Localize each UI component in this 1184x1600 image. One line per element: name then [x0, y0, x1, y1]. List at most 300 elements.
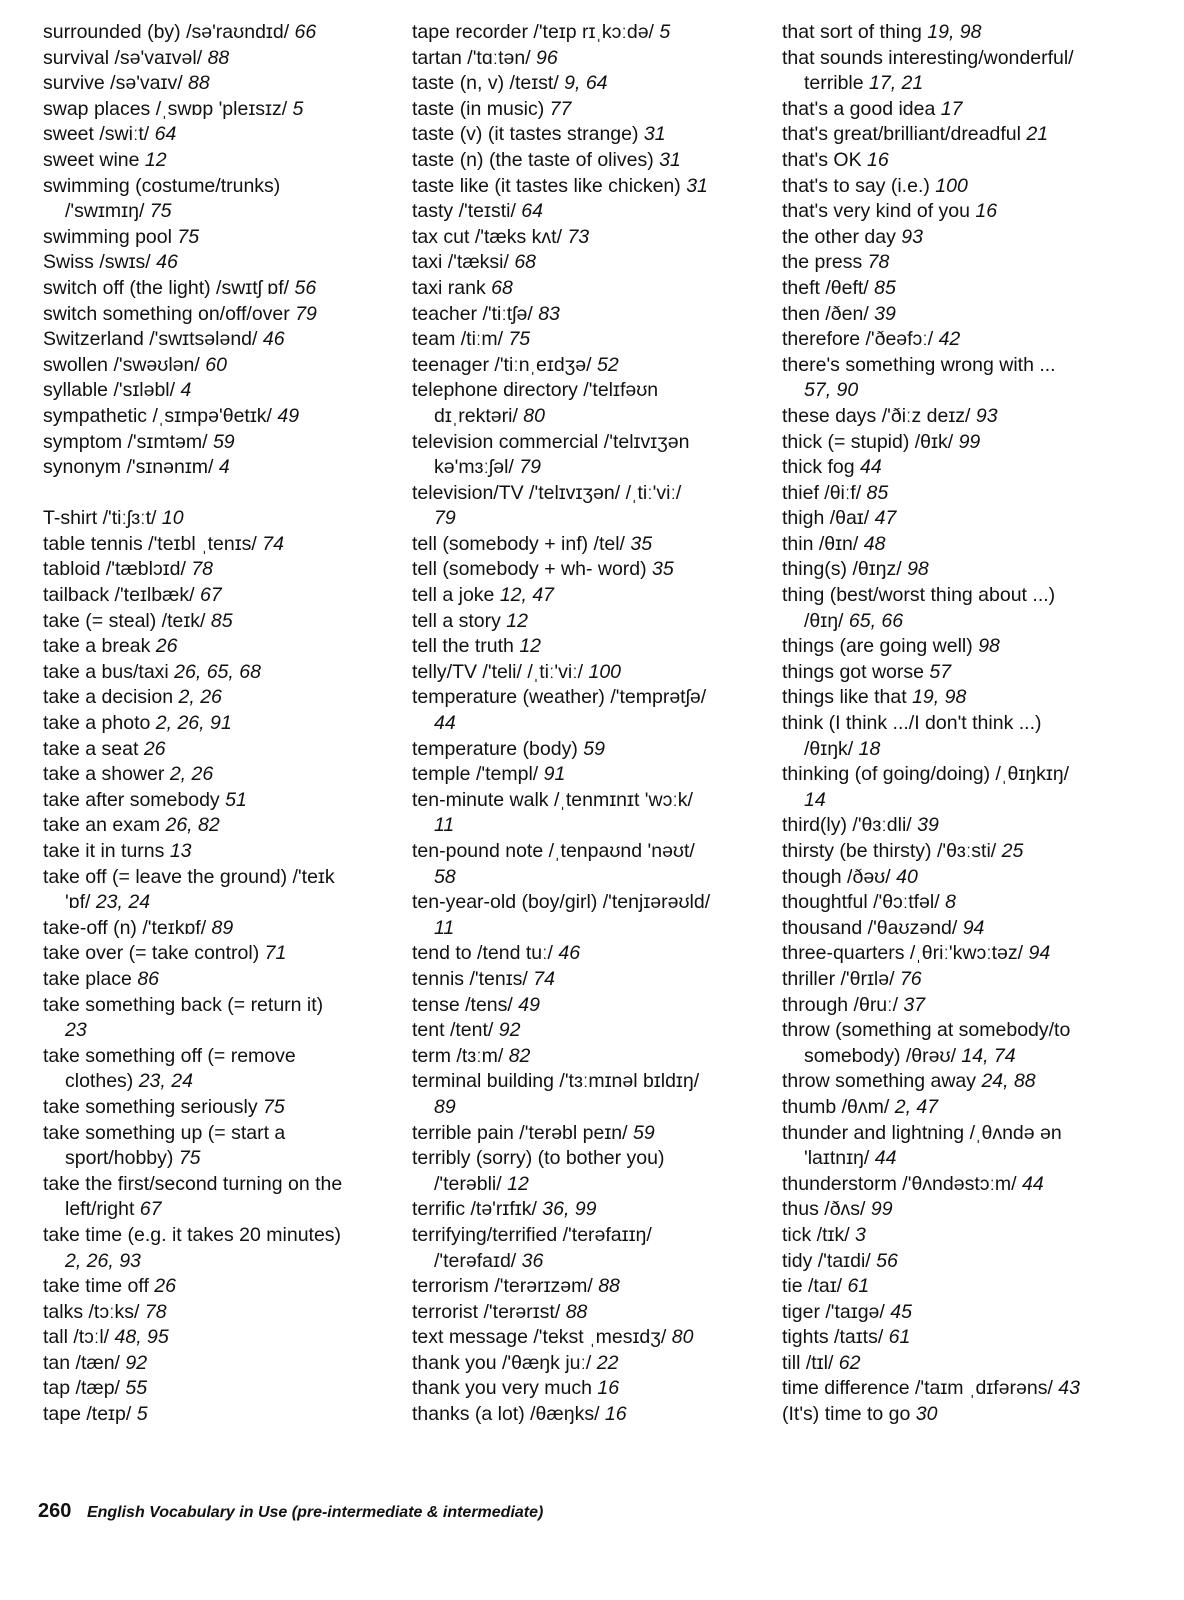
- index-entry: [782, 532, 1080, 558]
- entry-term: tartan /'tɑːtən/: [412, 46, 537, 69]
- entry-term: thanks (a lot) /θæŋks/: [412, 1403, 605, 1426]
- index-entry: [412, 967, 710, 993]
- index-entry: [412, 583, 710, 609]
- entry-term: that sounds interesting/wonderful/ terrible: [782, 46, 1074, 95]
- entry-term: tape recorder /'teɪp rɪˌkɔːdə/: [412, 21, 660, 43]
- entry-term: tent /tent/: [412, 1019, 499, 1042]
- entry-pages: 65, 66: [848, 609, 904, 632]
- entry-term: then /ðen/: [782, 302, 875, 325]
- entry-pages: 12, 47: [499, 584, 555, 607]
- entry-pages: 19, 98: [912, 686, 967, 709]
- index-entry: [782, 1018, 1080, 1069]
- entry-pages: 14: [804, 788, 826, 811]
- entry-pages: 43: [1058, 1377, 1080, 1400]
- entry-pages: 49: [277, 404, 300, 427]
- index-entry: [782, 1402, 1080, 1428]
- index-entry: [412, 1376, 710, 1402]
- entry-pages: 61: [888, 1326, 911, 1349]
- entry-term: teenager /'tiːnˌeɪdʒə/: [412, 353, 597, 376]
- index-entry: [43, 865, 342, 916]
- index-entry: [412, 1044, 710, 1070]
- entry-pages: 96: [536, 46, 558, 69]
- entry-pages: 36: [521, 1249, 544, 1272]
- entry-pages: 99: [870, 1198, 893, 1221]
- entry-term: tabloid /'tæblɔɪd/: [43, 558, 192, 581]
- entry-term: the other day: [782, 225, 902, 248]
- index-entry: [412, 1223, 710, 1274]
- entry-pages: 13: [169, 840, 192, 862]
- index-entry: [782, 1325, 1080, 1351]
- index-entry: [43, 1376, 342, 1402]
- entry-term: T-shirt /'tiːʃɜːt/: [43, 507, 162, 530]
- index-entry: [43, 353, 342, 379]
- entry-pages: 75: [149, 200, 172, 223]
- index-entry: [412, 1197, 710, 1223]
- entry-term: think (I think .../I don't think ...) /θɪŋk/: [782, 712, 1042, 760]
- entry-term: temperature (body): [412, 737, 584, 760]
- index-entry: [43, 122, 342, 148]
- entry-term: third(ly) /'θɜːdli/: [782, 814, 918, 837]
- entry-term: synonym /'sɪnənɪm/: [43, 456, 219, 479]
- index-entry: [782, 839, 1080, 865]
- entry-pages: 68: [514, 251, 537, 274]
- index-entry: [412, 148, 710, 174]
- entry-term: that's great/brilliant/dreadful: [782, 123, 1027, 146]
- entry-term: thank you /'θæŋk juː/: [412, 1351, 597, 1374]
- entry-pages: 5: [659, 21, 671, 43]
- index-entry: [43, 1095, 342, 1121]
- entry-term: terrifying/terrified /'terəfaɪɪŋ/ /'terəfaɪd/: [412, 1223, 652, 1272]
- entry-term: tiger /'taɪgə/: [782, 1300, 891, 1323]
- entry-term: sweet wine: [43, 148, 145, 171]
- entry-term: thoughtful /'θɔːtfəl/: [782, 891, 946, 914]
- entry-term: thinking (of going/doing) /ˌθɪŋkɪŋ/: [782, 763, 1070, 786]
- index-entry: [782, 302, 1080, 328]
- entry-term: take (= steal) /teɪk/: [43, 609, 211, 632]
- entry-term: taste (n) (the taste of olives): [412, 148, 660, 171]
- entry-term: therefore /'ðeəfɔː/: [782, 328, 939, 351]
- index-entry: [782, 1351, 1080, 1377]
- index-entry: [782, 1376, 1080, 1402]
- entry-pages: 44: [860, 456, 882, 479]
- entry-term: telephone directory /'telɪfəʊn dɪˌrektəri/: [412, 379, 659, 427]
- index-entry: [43, 685, 342, 711]
- index-entry: [412, 327, 710, 353]
- entry-pages: 3: [855, 1223, 866, 1246]
- index-entry: [782, 813, 1080, 839]
- entry-term: take off (= leave the ground) /'teɪk 'ɒf/: [43, 865, 335, 914]
- index-entry: [43, 174, 342, 225]
- index-entry: [412, 302, 710, 328]
- index-entry: [43, 1223, 342, 1274]
- entry-pages: 39: [874, 302, 896, 325]
- entry-pages: 51: [225, 788, 247, 811]
- index-entry: [412, 250, 710, 276]
- index-entry: [43, 813, 342, 839]
- entry-term: tick /tɪk/: [782, 1223, 856, 1246]
- entry-term: terrorist /'terərɪst/: [412, 1300, 566, 1323]
- page-footer: [38, 1500, 543, 1523]
- entry-term: thick fog: [782, 456, 861, 479]
- entry-pages: 78: [144, 1300, 167, 1323]
- index-entry: [782, 353, 1080, 404]
- entry-pages: 88: [598, 1275, 620, 1298]
- entry-term: thunderstorm /'θʌndəstɔːm/: [782, 1172, 1022, 1195]
- entry-pages: 40: [896, 865, 918, 888]
- index-entry: [782, 122, 1080, 148]
- entry-term: swimming pool: [43, 225, 178, 248]
- entry-pages: 52: [596, 353, 619, 376]
- index-entry: [782, 583, 1080, 634]
- entry-pages: 79: [295, 302, 317, 325]
- entry-pages: 89: [211, 916, 234, 939]
- entry-term: tell (somebody + inf) /tel/: [412, 532, 631, 555]
- entry-term: take the first/second turning on the left/right: [43, 1172, 343, 1221]
- entry-pages: 23, 24: [95, 891, 151, 914]
- index-entry: [782, 327, 1080, 353]
- index-entry: [782, 97, 1080, 123]
- entry-term: thousand /'θaʊzənd/: [782, 916, 963, 939]
- entry-term: swollen /'swəʊlən/: [43, 353, 206, 376]
- entry-pages: 83: [538, 302, 560, 325]
- index-entry: [782, 199, 1080, 225]
- entry-term: survive /sə'vaɪv/: [43, 72, 189, 95]
- index-entry: [782, 967, 1080, 993]
- entry-pages: 85: [866, 481, 889, 504]
- entry-pages: 75: [263, 1095, 285, 1118]
- entry-term: tend to /tend tuː/: [412, 942, 559, 965]
- entry-term: things like that: [782, 686, 913, 709]
- entry-pages: 88: [565, 1300, 588, 1323]
- entry-pages: 31: [686, 174, 708, 197]
- entry-pages: 68: [491, 276, 513, 299]
- entry-term: tell a joke: [412, 584, 500, 607]
- index-entry: [43, 993, 342, 1044]
- entry-pages: 59: [632, 1121, 655, 1144]
- entry-term: take time (e.g. it takes 20 minutes): [43, 1223, 342, 1246]
- entry-pages: 5: [136, 1403, 148, 1426]
- entry-pages: 59: [583, 737, 605, 760]
- entry-pages: 16: [604, 1403, 627, 1426]
- entry-term: take-off (n) /'teɪkɒf/: [43, 916, 212, 939]
- index-entry: [782, 455, 1080, 481]
- index-entry: [782, 225, 1080, 251]
- index-entry: [43, 1402, 342, 1428]
- entry-term: throw (something at somebody/to somebody) /θrəʊ/: [782, 1019, 1071, 1067]
- entry-term: take a photo: [43, 712, 156, 735]
- entry-pages: 78: [191, 558, 214, 581]
- entry-pages: 93: [901, 225, 923, 248]
- entry-pages: 56: [294, 276, 317, 299]
- entry-pages: 92: [125, 1351, 148, 1374]
- index-entry: [43, 737, 342, 763]
- index-entry: [412, 46, 710, 72]
- index-entry: [43, 455, 342, 481]
- entry-term: that's OK: [782, 148, 868, 171]
- entry-term: sympathetic /ˌsɪmpə'θetɪk/: [43, 404, 278, 427]
- entry-term: that sort of thing: [782, 21, 928, 43]
- entry-pages: 82: [508, 1044, 531, 1067]
- entry-term: thin /θɪn/: [782, 532, 864, 555]
- entry-term: thing (best/worst thing about ...) /θɪŋ/: [782, 584, 1056, 632]
- entry-pages: 76: [899, 967, 922, 990]
- entry-pages: 16: [597, 1377, 620, 1400]
- entry-pages: 11: [434, 916, 455, 939]
- entry-pages: 79: [519, 456, 541, 479]
- index-entry: [43, 609, 342, 635]
- entry-pages: 47: [874, 507, 897, 530]
- index-entry: [43, 557, 342, 583]
- index-entry: [43, 46, 342, 72]
- entry-term: thing(s) /θɪŋz/: [782, 558, 908, 581]
- entry-pages: 4: [218, 456, 230, 479]
- entry-pages: 26, 82: [165, 814, 220, 837]
- entry-term: time difference /'taɪm ˌdɪfərəns/: [782, 1377, 1059, 1400]
- entry-term: take a shower: [43, 763, 170, 786]
- index-entry: [782, 174, 1080, 200]
- entry-pages: 85: [874, 276, 896, 299]
- entry-pages: 17, 21: [869, 72, 924, 95]
- entry-term: through /θruː/: [782, 993, 904, 1016]
- entry-term: thumb /θʌm/: [782, 1095, 895, 1118]
- entry-term: tape /teɪp/: [43, 1403, 137, 1426]
- entry-pages: 44: [434, 712, 456, 735]
- entry-pages: 11: [434, 814, 455, 837]
- index-entry: [43, 430, 342, 456]
- entry-term: sweet /swiːt/: [43, 123, 155, 146]
- entry-term: telly/TV /'teli/ /ˌtiː'viː/: [412, 660, 589, 683]
- index-entry: [43, 1172, 342, 1223]
- entry-pages: 2, 26: [169, 763, 214, 786]
- entry-pages: 12: [507, 1172, 529, 1195]
- entry-pages: 94: [1028, 942, 1051, 965]
- index-column-3: [782, 20, 1080, 1428]
- index-entry: [412, 225, 710, 251]
- index-entry: [782, 506, 1080, 532]
- index-entry: [412, 174, 710, 200]
- entry-term: syllable /'sɪləbl/: [43, 379, 181, 402]
- index-entry: [43, 1351, 342, 1377]
- index-entry: [782, 1121, 1080, 1172]
- entry-pages: 89: [434, 1095, 456, 1118]
- index-entry: [43, 148, 342, 174]
- entry-pages: 9, 64: [564, 72, 608, 95]
- entry-term: (It's) time to go: [782, 1403, 916, 1426]
- entry-term: ten-minute walk /ˌtenmɪnɪt 'wɔːk/: [412, 788, 693, 811]
- entry-pages: 73: [567, 225, 590, 248]
- index-entry: [782, 557, 1080, 583]
- index-entry: [412, 20, 710, 46]
- entry-pages: 39: [917, 814, 939, 837]
- entry-term: Switzerland /'swɪtsələnd/: [43, 328, 263, 351]
- entry-pages: 8: [945, 891, 956, 914]
- entry-term: thus /ðʌs/: [782, 1198, 871, 1221]
- index-entry: [412, 1018, 710, 1044]
- entry-pages: 98: [978, 635, 1000, 658]
- entry-term: tap /tæp/: [43, 1377, 126, 1400]
- entry-term: thick (= stupid) /θɪk/: [782, 430, 959, 453]
- index-entry: [43, 20, 342, 46]
- entry-term: things got worse: [782, 660, 930, 683]
- entry-pages: 2, 26, 93: [65, 1249, 141, 1272]
- entry-term: the press: [782, 251, 868, 274]
- index-entry: [43, 1274, 342, 1300]
- entry-pages: 55: [125, 1377, 148, 1400]
- entry-term: tie /taɪ/: [782, 1275, 848, 1298]
- entry-pages: 86: [137, 967, 160, 990]
- entry-term: temple /'templ/: [412, 763, 544, 786]
- entry-term: switch something on/off/over: [43, 302, 296, 325]
- entry-term: tense /tens/: [412, 993, 519, 1016]
- entry-term: ten-year-old (boy/girl) /'tenjɪərəʊld/: [412, 891, 711, 914]
- entry-term: take time off: [43, 1275, 155, 1298]
- index-entry: [782, 1300, 1080, 1326]
- entry-pages: 36, 99: [542, 1198, 597, 1221]
- entry-pages: 98: [907, 558, 929, 581]
- index-entry: [782, 634, 1080, 660]
- entry-term: temperature (weather) /'temprətʃə/: [412, 686, 707, 709]
- entry-pages: 26, 65, 68: [174, 660, 261, 683]
- index-entry: [412, 276, 710, 302]
- index-entry: [782, 685, 1080, 711]
- entry-term: take an exam: [43, 814, 166, 837]
- index-entry: [43, 660, 342, 686]
- index-entry: [43, 276, 342, 302]
- entry-pages: 42: [938, 328, 961, 351]
- entry-term: thirsty (be thirsty) /'θɜːsti/: [782, 840, 1002, 862]
- index-entry: [412, 762, 710, 788]
- entry-term: survival /sə'vaɪvəl/: [43, 46, 208, 69]
- index-entry: [43, 711, 342, 737]
- entry-pages: 71: [264, 942, 287, 965]
- entry-pages: 46: [558, 942, 581, 965]
- entry-term: thigh /θaɪ/: [782, 507, 875, 530]
- index-entry: [43, 941, 342, 967]
- index-entry: [782, 430, 1080, 456]
- index-entry: [43, 97, 342, 123]
- entry-pages: 75: [177, 225, 200, 248]
- entry-term: tax cut /'tæks kʌt/: [412, 225, 568, 248]
- entry-term: term /tɜːm/: [412, 1044, 509, 1067]
- index-entry: [782, 993, 1080, 1019]
- index-entry: [412, 430, 710, 481]
- entry-term: tell (somebody + wh- word): [412, 558, 653, 581]
- entry-pages: 49: [518, 993, 540, 1016]
- entry-pages: 2, 47: [894, 1095, 939, 1118]
- index-entry: [782, 941, 1080, 967]
- entry-term: symptom /'sɪmtəm/: [43, 430, 213, 453]
- index-entry: [412, 634, 710, 660]
- entry-pages: 46: [262, 328, 285, 351]
- index-column-1: [43, 20, 342, 1428]
- entry-pages: 67: [199, 584, 222, 607]
- index-entry: [43, 1044, 342, 1095]
- entry-term: though /ðəʊ/: [782, 865, 897, 888]
- entry-pages: 12: [519, 635, 542, 658]
- index-entry: [782, 1197, 1080, 1223]
- entry-term: that's a good idea: [782, 97, 941, 120]
- entry-term: ten-pound note /ˌtenpaʊnd 'nəʊt/: [412, 840, 695, 862]
- entry-pages: 74: [262, 532, 284, 555]
- entry-term: television/TV /'telɪvɪʒən/ /ˌtiː'viː/: [412, 481, 682, 504]
- entry-term: tell the truth: [412, 635, 520, 658]
- entry-pages: 88: [207, 46, 230, 69]
- index-entry: [412, 1146, 710, 1197]
- entry-pages: 60: [205, 353, 227, 376]
- index-entry: [412, 993, 710, 1019]
- entry-pages: 17: [940, 97, 963, 120]
- index-entry: [782, 1172, 1080, 1198]
- entry-term: swap places /ˌswɒp 'pleɪsɪz/: [43, 97, 293, 120]
- entry-pages: 23, 24: [138, 1070, 193, 1093]
- index-entry: [782, 711, 1080, 762]
- index-entry: [782, 762, 1080, 813]
- entry-pages: 56: [876, 1249, 898, 1272]
- entry-term: take something off (= remove clothes): [43, 1044, 296, 1093]
- index-entry: [412, 1325, 710, 1351]
- entry-term: Swiss /swɪs/: [43, 251, 157, 274]
- index-entry: [782, 481, 1080, 507]
- entry-term: thunder and lightning /ˌθʌndə ən 'laɪtnɪŋ/: [782, 1121, 1062, 1170]
- index-entry: [412, 71, 710, 97]
- entry-pages: 57, 90: [804, 379, 859, 402]
- entry-term: take place: [43, 967, 138, 990]
- entry-term: take something up (= start a sport/hobby): [43, 1121, 286, 1170]
- entry-term: tan /tæn/: [43, 1351, 126, 1374]
- entry-term: take over (= take control): [43, 942, 265, 965]
- index-entry: [412, 97, 710, 123]
- entry-term: thank you very much: [412, 1377, 598, 1400]
- entry-term: terrible pain /'terəbl peɪn/: [412, 1121, 633, 1144]
- entry-term: that's very kind of you: [782, 200, 976, 223]
- entry-pages: 100: [935, 174, 968, 197]
- entry-term: taste (n, v) /teɪst/: [412, 72, 565, 95]
- entry-pages: 57: [929, 660, 952, 683]
- index-entry: [412, 609, 710, 635]
- entry-term: take a decision: [43, 686, 179, 709]
- entry-pages: 92: [498, 1019, 521, 1042]
- index-entry: [412, 1351, 710, 1377]
- index-entry: [412, 941, 710, 967]
- index-entry: [43, 1121, 342, 1172]
- entry-term: there's something wrong with ...: [782, 353, 1056, 376]
- section-gap: [43, 481, 342, 507]
- entry-term: throw something away: [782, 1070, 982, 1093]
- index-entry: [412, 1121, 710, 1147]
- index-entry: [43, 762, 342, 788]
- entry-pages: 79: [434, 507, 456, 530]
- entry-term: text message /'tekst ˌmesɪdʒ/: [412, 1326, 672, 1349]
- entry-term: tailback /'teɪlbæk/: [43, 584, 200, 607]
- entry-pages: 67: [139, 1198, 162, 1221]
- entry-term: take a seat: [43, 737, 144, 760]
- entry-term: take it in turns: [43, 840, 170, 862]
- entry-term: theft /θeft/: [782, 276, 875, 299]
- entry-pages: 44: [1022, 1172, 1044, 1195]
- index-entry: [782, 865, 1080, 891]
- index-entry: [412, 532, 710, 558]
- entry-pages: 26: [155, 635, 178, 658]
- index-entry: [412, 1402, 710, 1428]
- index-entry: [43, 967, 342, 993]
- index-entry: [412, 199, 710, 225]
- index-entry: [412, 122, 710, 148]
- entry-term: thriller /'θrɪlə/: [782, 967, 900, 990]
- entry-term: taxi /'tæksi/: [412, 251, 515, 274]
- index-entry: [43, 327, 342, 353]
- entry-term: team /tiːm/: [412, 328, 509, 351]
- entry-term: tall /tɔːl/: [43, 1326, 115, 1349]
